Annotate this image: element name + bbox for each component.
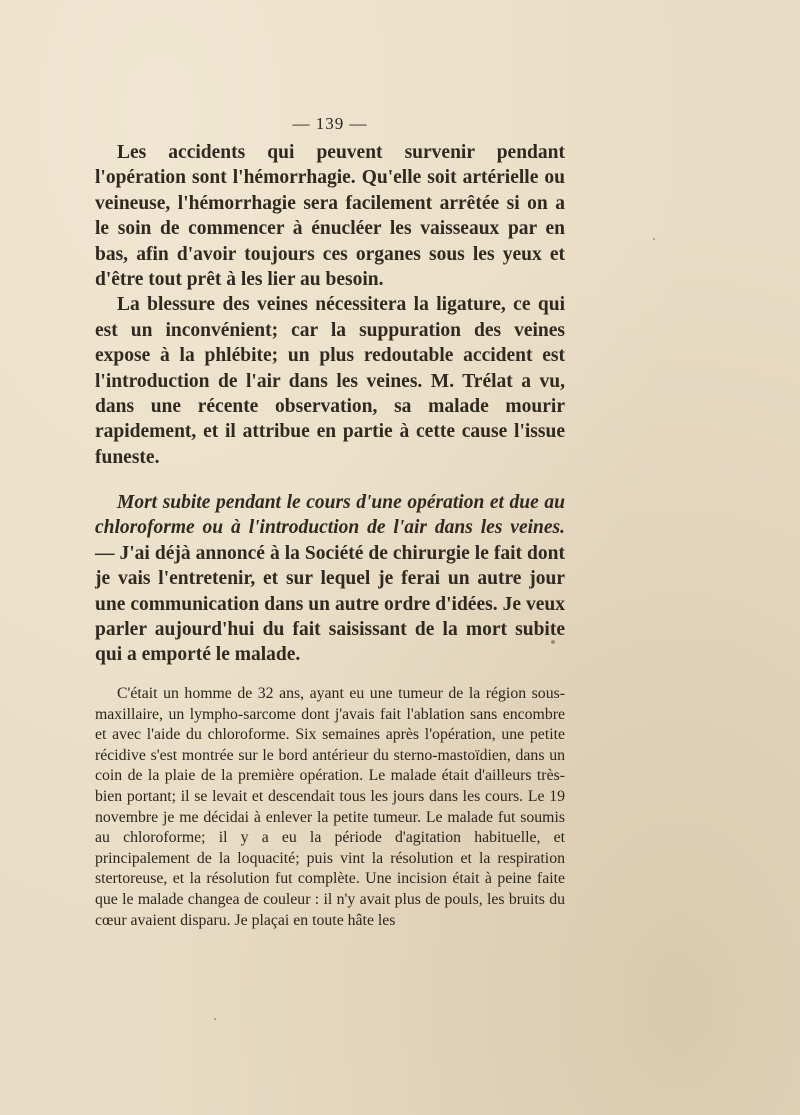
paper-speck xyxy=(214,1018,216,1020)
paper-speck xyxy=(551,640,555,644)
section-text: — J'ai déjà annoncé à la Société de chirurgie le fait dont je vais l'entretenir, et sur lequel je ferai un autre jour une communication dans un autre ordre d'idées. Je veux parler aujourd'hui du fait saisissant de la mort subite qui a emporté le malade. xyxy=(95,542,565,666)
section-title: Mort subite pendant le cours d'une opération et due au chloroforme ou à l'introduction de l'air dans les veines. xyxy=(95,492,565,539)
section-paragraph xyxy=(95,490,565,668)
section-sudden-death xyxy=(95,490,565,668)
paper-speck xyxy=(653,238,655,240)
observation-block xyxy=(95,684,565,931)
intro-paragraphs xyxy=(95,140,565,470)
paragraph-hemorrhage: Les accidents qui peuvent survenir pendant l'opération sont l'hémorrhagie. Qu'elle soit artérielle ou veineuse, l'hémorrhagie sera facilement arrêtée si on a le soin de commencer à énucléer les vaisseaux par en bas, afin d'avoir toujours ces organes sous les yeux et d'être tout prêt à les lier au besoin. xyxy=(95,142,565,291)
observation-paragraph: C'était un homme de 32 ans, ayant eu une tumeur de la région sous-maxillaire, un lympho-sarcome dont j'avais fait l'ablation sans encombre et avec l'aide du chloroforme. Six semaines après l'opération, une petite récidive s'est montrée sur le bord antérieur du sterno-mastoïdien, dans un coin de la plaie de la première opération. Le malade était d'ailleurs très-bien portant; il se levait et descendait tous les jours dans les cours. Le 19 novembre je me décidai à enlever la petite tumeur. Le malade fut soumis au chloroforme; il y a eu la période d'agitation habituelle, et principalement de la loquacité; puis vint la résolution et la respiration stertoreuse, et la résolution fut complète. Une incision était à peine faite que le malade changea de couleur : il n'y avait plus de pouls, les bruits du cœur avaient disparu. Je plaçai en toute hâte les xyxy=(95,685,565,929)
page-number: — 139 — xyxy=(292,114,368,133)
paragraph-vein-injury: La blessure des veines nécessitera la ligature, ce qui est un inconvénient; car la suppuration des veines expose à la phlébite; un plus redoutable accident est l'introduction de l'air dans les veines. M. Trélat a vu, dans une récente observation, sa malade mourir rapidement, et il attribue en partie à cette cause l'issue funeste. xyxy=(95,294,565,468)
